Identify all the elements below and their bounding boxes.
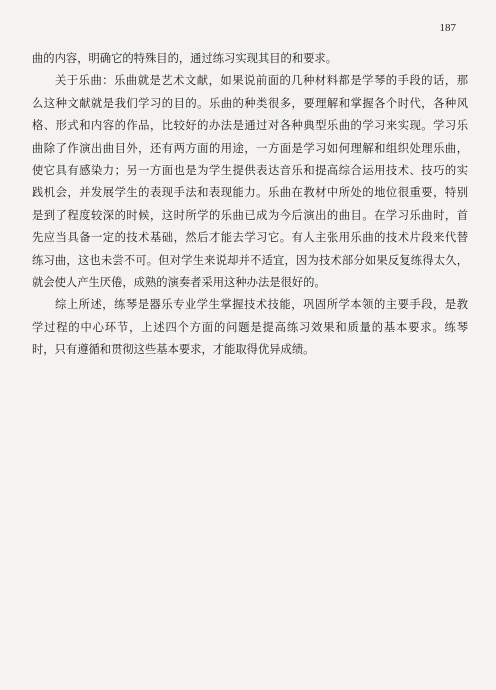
text-line: 是到了程度较深的时候，这时所学的乐曲已成为今后演出的曲目。在学习乐曲时，首 xyxy=(32,208,468,222)
text-line: 综上所述，练琴是器乐专业学生掌握技术技能，巩固所学本领的主要手段，是教 xyxy=(55,298,468,312)
text-line: 践机会，并发展学生的表现手法和表现能力。乐曲在教材中所处的地位很重要，特别 xyxy=(32,186,468,200)
text-line: 练习曲，这也未尝不可。但对学生来说却并不适宜，因为技术部分如果反复练得太久， xyxy=(32,253,468,267)
text-line: 么这种文献就是我们学习的目的。乐曲的种类很多，要理解和掌握各个时代，各种风 xyxy=(32,96,468,110)
text-line: 先应当具备一定的技术基础，然后才能去学习它。有人主张用乐曲的技术片段来代替 xyxy=(32,231,468,245)
text-line: 关于乐曲：乐曲就是艺术文献，如果说前面的几种材料都是学琴的手段的话，那 xyxy=(55,74,468,88)
text-line: 时，只有遵循和贯彻这些基本要求，才能取得优异成绩。 xyxy=(32,343,315,357)
text-line: 曲的内容，明确它的特殊目的，通过练习实现其目的和要求。 xyxy=(32,52,338,65)
page-number: 187 xyxy=(439,22,456,34)
text-line: 使它具有感染力；另一方面也是为学生提供表达音乐和提高综合运用技术、技巧的实 xyxy=(32,163,468,177)
body-text xyxy=(32,48,468,361)
text-line: 曲除了作演出曲目外，还有两方面的用途，一方面是学习如何理解和组织处理乐曲， xyxy=(32,141,468,155)
text-line: 学过程的中心环节，上述四个方面的问题是提高练习效果和质量的基本要求。练琴 xyxy=(32,320,468,334)
text-line: 格、形式和内容的作品，比较好的办法是通过对各种典型乐曲的学习来实现。学习乐 xyxy=(32,119,468,133)
text-line: 就会使人产生厌倦，成熟的演奏者采用这种办法是很好的。 xyxy=(32,275,326,289)
